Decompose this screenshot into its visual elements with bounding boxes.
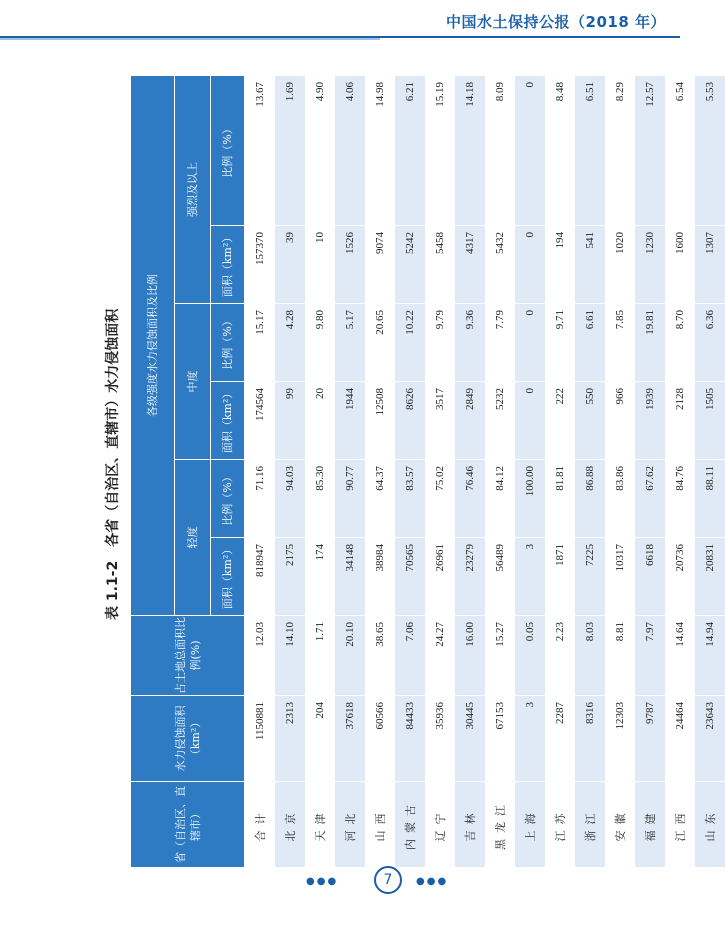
moderate-pct-cell: 0 (515, 304, 545, 382)
moderate-pct-cell: 10.22 (395, 304, 425, 382)
total-area-cell: 8316 (575, 696, 605, 782)
light-pct-cell: 76.46 (455, 460, 485, 538)
col-total-area-header: 水力侵蚀面积（km²） (131, 696, 245, 782)
light-area-cell: 56489 (485, 538, 515, 616)
severe-area-cell: 541 (575, 226, 605, 304)
light-pct-cell: 71.16 (245, 460, 276, 538)
light-pct-cell: 81.81 (545, 460, 575, 538)
severe-pct-cell: 0 (515, 76, 545, 226)
province-cell: 江苏 (545, 782, 575, 868)
ratio-cell: 14.94 (695, 616, 725, 696)
light-pct-cell: 83.86 (605, 460, 635, 538)
total-area-cell: 23643 (695, 696, 725, 782)
severe-area-cell: 194 (545, 226, 575, 304)
dots-right-icon: ●●● (416, 876, 448, 887)
page-header (0, 0, 680, 40)
severe-pct-cell: 4.90 (305, 76, 335, 226)
table-caption-wrap (102, 620, 122, 940)
total-area-cell: 30445 (455, 696, 485, 782)
ratio-cell: 14.64 (665, 616, 695, 696)
moderate-pct-cell: 7.85 (605, 304, 635, 382)
light-pct-cell: 90.77 (335, 460, 365, 538)
province-cell: 江西 (665, 782, 695, 868)
total-area-cell: 12303 (605, 696, 635, 782)
severe-area-cell: 0 (515, 226, 545, 304)
light-pct-cell: 84.12 (485, 460, 515, 538)
total-area-cell: 84433 (395, 696, 425, 782)
severe-area-cell: 1307 (695, 226, 725, 304)
province-cell: 合计 (245, 782, 276, 868)
table-row (455, 76, 485, 868)
ratio-cell: 8.81 (605, 616, 635, 696)
light-pct-cell: 100.00 (515, 460, 545, 538)
severe-pct-cell: 13.67 (245, 76, 276, 226)
province-cell: 吉林 (455, 782, 485, 868)
province-cell: 上海 (515, 782, 545, 868)
ratio-cell: 12.03 (245, 616, 276, 696)
ratio-cell: 8.03 (575, 616, 605, 696)
light-percent-header: 比例（%） (211, 460, 245, 538)
severe-area-cell: 1020 (605, 226, 635, 304)
severe-area-cell: 39 (275, 226, 305, 304)
province-cell: 内蒙古 (395, 782, 425, 868)
province-cell: 黑龙江 (485, 782, 515, 868)
moderate-area-cell: 1939 (635, 382, 665, 460)
total-area-cell: 2313 (275, 696, 305, 782)
light-pct-cell: 83.57 (395, 460, 425, 538)
total-area-cell: 1150881 (245, 696, 276, 782)
ratio-cell: 7.97 (635, 616, 665, 696)
light-area-cell: 23279 (455, 538, 485, 616)
light-pct-cell: 84.76 (665, 460, 695, 538)
severe-area-header: 面积（km²） (211, 226, 245, 304)
moderate-area-cell: 1505 (695, 382, 725, 460)
total-area-cell: 24464 (665, 696, 695, 782)
ratio-cell: 15.27 (485, 616, 515, 696)
moderate-area-cell: 1944 (335, 382, 365, 460)
province-cell: 福建 (635, 782, 665, 868)
table-row (545, 76, 575, 868)
moderate-area-cell: 99 (275, 382, 305, 460)
moderate-area-cell: 8626 (395, 382, 425, 460)
light-pct-cell: 88.11 (695, 460, 725, 538)
light-area-cell: 174 (305, 538, 335, 616)
severe-area-cell: 5242 (395, 226, 425, 304)
rotated-table-container (130, 76, 686, 868)
moderate-pct-cell: 7.79 (485, 304, 515, 382)
severe-pct-cell: 6.21 (395, 76, 425, 226)
moderate-pct-cell: 9.71 (545, 304, 575, 382)
severe-percent-header: 比例（%） (211, 76, 245, 226)
light-pct-cell: 94.03 (275, 460, 305, 538)
light-area-cell: 10317 (605, 538, 635, 616)
table-frame (130, 76, 686, 868)
total-area-cell: 37618 (335, 696, 365, 782)
province-cell: 天津 (305, 782, 335, 868)
light-area-cell: 818947 (245, 538, 276, 616)
total-area-cell: 3 (515, 696, 545, 782)
light-pct-cell: 75.02 (425, 460, 455, 538)
table-row (335, 76, 365, 868)
province-cell: 北京 (275, 782, 305, 868)
moderate-area-header: 面积（km²） (211, 382, 245, 460)
moderate-pct-cell: 9.79 (425, 304, 455, 382)
page-number-wrap (340, 866, 440, 896)
severe-pct-cell: 8.09 (485, 76, 515, 226)
ratio-cell: 38.65 (365, 616, 395, 696)
moderate-pct-cell: 5.17 (335, 304, 365, 382)
table-row (485, 76, 515, 868)
light-area-cell: 38984 (365, 538, 395, 616)
light-area-header: 面积（km²） (211, 538, 245, 616)
province-cell: 安徽 (605, 782, 635, 868)
moderate-percent-header: 比例（%） (211, 304, 245, 382)
light-area-cell: 2175 (275, 538, 305, 616)
light-area-cell: 7225 (575, 538, 605, 616)
severe-pct-cell: 4.06 (335, 76, 365, 226)
province-cell: 辽宁 (425, 782, 455, 868)
group-header: 各级强度水力侵蚀面积及比例 (131, 76, 175, 616)
ratio-cell: 24.27 (425, 616, 455, 696)
severe-pct-cell: 6.54 (665, 76, 695, 226)
moderate-area-cell: 550 (575, 382, 605, 460)
table-row (665, 76, 695, 868)
severe-area-cell: 1526 (335, 226, 365, 304)
severe-area-cell: 4317 (455, 226, 485, 304)
ratio-cell: 20.10 (335, 616, 365, 696)
moderate-area-cell: 20 (305, 382, 335, 460)
province-cell: 山西 (365, 782, 395, 868)
severe-area-cell: 10 (305, 226, 335, 304)
light-pct-cell: 85.30 (305, 460, 335, 538)
light-area-cell: 26961 (425, 538, 455, 616)
header-accent-bar (0, 38, 380, 40)
publication-title: 中国水土保持公报（2018 年） (446, 11, 666, 32)
table-row (695, 76, 725, 868)
severe-area-cell: 9074 (365, 226, 395, 304)
light-area-cell: 3 (515, 538, 545, 616)
table-row (635, 76, 665, 868)
severe-pct-cell: 15.19 (425, 76, 455, 226)
total-area-cell: 2287 (545, 696, 575, 782)
province-cell: 浙江 (575, 782, 605, 868)
light-header: 轻度 (175, 460, 211, 616)
table-row (575, 76, 605, 868)
moderate-pct-cell: 6.61 (575, 304, 605, 382)
moderate-pct-cell: 9.36 (455, 304, 485, 382)
severe-area-cell: 157370 (245, 226, 276, 304)
ratio-cell: 14.10 (275, 616, 305, 696)
severe-pct-cell: 12.57 (635, 76, 665, 226)
light-area-cell: 34148 (335, 538, 365, 616)
col-ratio-header: 占土地总面积比例(%) (131, 616, 245, 696)
page-number: 7 (374, 866, 402, 894)
ratio-cell: 7.06 (395, 616, 425, 696)
severe-area-cell: 1230 (635, 226, 665, 304)
table-caption: 表 1.1-2 各省（自治区、直辖市）水力侵蚀面积 (102, 309, 122, 620)
severe-area-cell: 5432 (485, 226, 515, 304)
severe-header: 强烈及以上 (175, 76, 211, 304)
light-area-cell: 6618 (635, 538, 665, 616)
light-area-cell: 1871 (545, 538, 575, 616)
moderate-pct-cell: 20.65 (365, 304, 395, 382)
light-pct-cell: 86.88 (575, 460, 605, 538)
severe-pct-cell: 14.98 (365, 76, 395, 226)
light-area-cell: 70565 (395, 538, 425, 616)
moderate-area-cell: 174564 (245, 382, 276, 460)
moderate-area-cell: 966 (605, 382, 635, 460)
total-area-cell: 9787 (635, 696, 665, 782)
table-row (605, 76, 635, 868)
col-province-header: 省（自治区、直辖市） (131, 782, 245, 868)
ratio-cell: 1.71 (305, 616, 335, 696)
province-cell: 山东 (695, 782, 725, 868)
table-row (515, 76, 545, 868)
table-body (245, 76, 725, 868)
total-area-cell: 60566 (365, 696, 395, 782)
severe-pct-cell: 6.51 (575, 76, 605, 226)
severe-pct-cell: 5.53 (695, 76, 725, 226)
moderate-area-cell: 2128 (665, 382, 695, 460)
light-area-cell: 20831 (695, 538, 725, 616)
ratio-cell: 0.05 (515, 616, 545, 696)
dots-left-icon: ●●● (306, 876, 338, 887)
total-area-cell: 35936 (425, 696, 455, 782)
total-area-cell: 204 (305, 696, 335, 782)
moderate-area-cell: 3517 (425, 382, 455, 460)
moderate-area-cell: 12508 (365, 382, 395, 460)
table-row (305, 76, 335, 868)
table-row (275, 76, 305, 868)
severe-pct-cell: 1.69 (275, 76, 305, 226)
severe-pct-cell: 8.29 (605, 76, 635, 226)
moderate-header: 中度 (175, 304, 211, 460)
erosion-table (130, 75, 725, 868)
moderate-pct-cell: 4.28 (275, 304, 305, 382)
ratio-cell: 2.23 (545, 616, 575, 696)
light-pct-cell: 64.37 (365, 460, 395, 538)
moderate-pct-cell: 15.17 (245, 304, 276, 382)
moderate-pct-cell: 19.81 (635, 304, 665, 382)
moderate-pct-cell: 9.80 (305, 304, 335, 382)
total-area-cell: 67153 (485, 696, 515, 782)
table-row (425, 76, 455, 868)
table-row (245, 76, 276, 868)
moderate-pct-cell: 8.70 (665, 304, 695, 382)
severe-pct-cell: 14.18 (455, 76, 485, 226)
moderate-area-cell: 222 (545, 382, 575, 460)
province-cell: 河北 (335, 782, 365, 868)
moderate-area-cell: 2849 (455, 382, 485, 460)
ratio-cell: 16.00 (455, 616, 485, 696)
table-row (365, 76, 395, 868)
severe-pct-cell: 8.48 (545, 76, 575, 226)
table-row (395, 76, 425, 868)
moderate-area-cell: 0 (515, 382, 545, 460)
moderate-area-cell: 5232 (485, 382, 515, 460)
severe-area-cell: 5458 (425, 226, 455, 304)
severe-area-cell: 1600 (665, 226, 695, 304)
moderate-pct-cell: 6.36 (695, 304, 725, 382)
light-area-cell: 20736 (665, 538, 695, 616)
light-pct-cell: 67.62 (635, 460, 665, 538)
